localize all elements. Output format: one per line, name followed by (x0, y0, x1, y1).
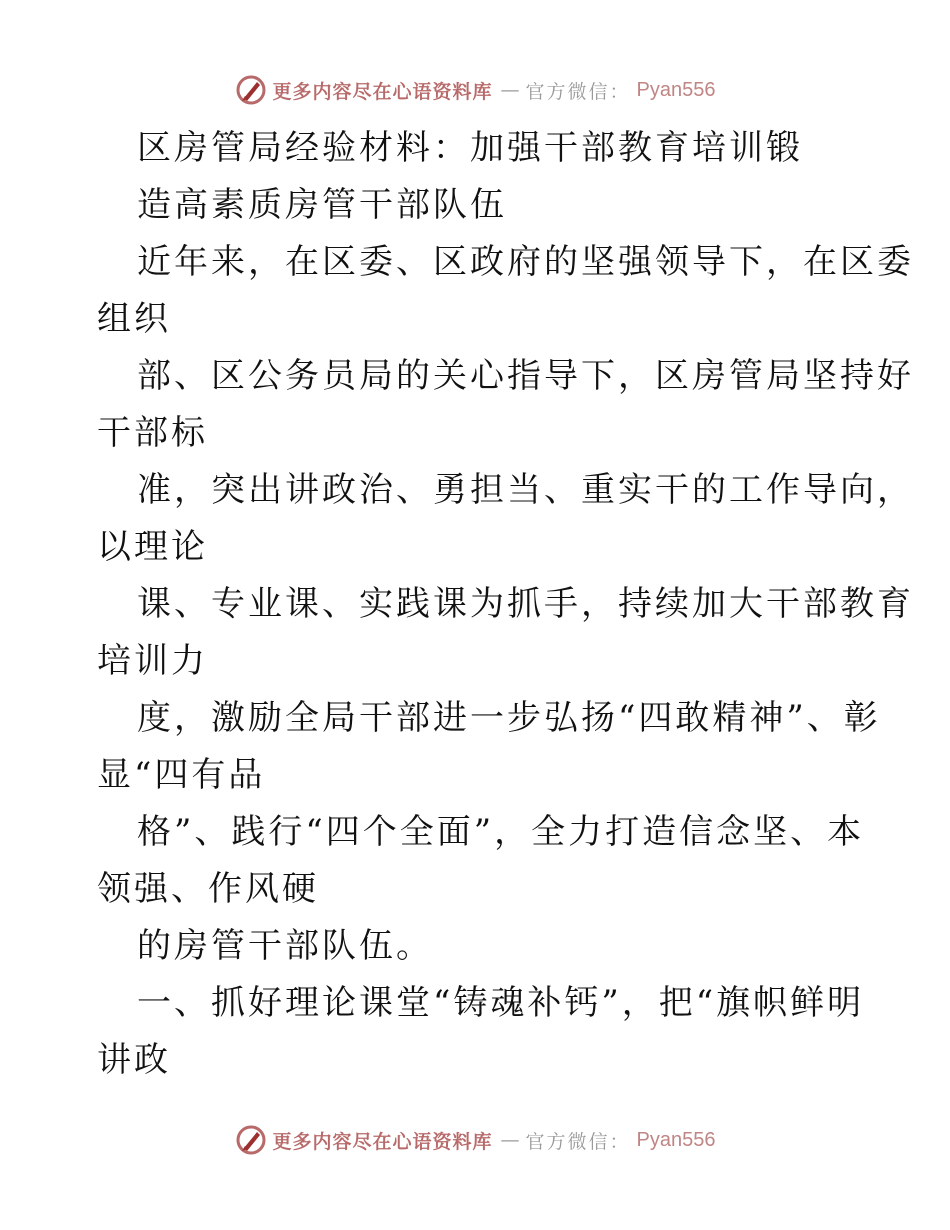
watermark-wechat-label: 官方微信： (525, 1130, 631, 1153)
watermark-wechat-label: 官方微信： (525, 80, 631, 103)
paragraph-line: 的房管干部队伍。 (137, 926, 433, 966)
paragraph-line: 显“四有品 (97, 755, 266, 795)
paragraph-line: 格”、践行“四个全面”，全力打造信念坚、本 (137, 812, 865, 852)
paragraph-line: 部、区公务员局的关心指导下，区房管局坚持好 (137, 356, 914, 396)
document-body (97, 120, 914, 1089)
paragraph-line: 课、专业课、实践课为抓手，持续加大干部教育 (137, 584, 914, 624)
header-watermark (0, 73, 950, 107)
paragraph-line: 领强、作风硬 (97, 869, 319, 909)
paragraph-line: 度，激励全局干部进一步弘扬“四敢精神”、彰 (137, 698, 881, 738)
section-heading-line: 一、抓好理论课堂“铸魂补钙”，把“旗帜鲜明 (137, 983, 865, 1023)
paragraph-line: 以理论 (97, 527, 208, 567)
watermark-wechat-id: Pyan556 (636, 1128, 716, 1151)
paragraph-line: 干部标 (97, 413, 208, 453)
footer-watermark (0, 1123, 950, 1157)
paragraph-line: 培训力 (97, 641, 208, 681)
watermark-dash: — (500, 79, 518, 101)
watermark-text: 更多内容尽在心语资料库 (272, 1130, 493, 1153)
section-heading-line: 讲政 (97, 1040, 171, 1080)
title-line-1: 区房管局经验材料：加强干部教育培训锻 (137, 128, 803, 168)
pen-logo-icon (235, 1124, 267, 1156)
watermark-dash: — (500, 1129, 518, 1151)
paragraph-line: 准，突出讲政治、勇担当、重实干的工作导向， (137, 470, 914, 510)
paragraph-line: 近年来，在区委、区政府的坚强领导下，在区委 (137, 242, 914, 282)
watermark-text: 更多内容尽在心语资料库 (272, 80, 493, 103)
paragraph-line: 组织 (97, 299, 171, 339)
title-line-2: 造高素质房管干部队伍 (137, 185, 507, 225)
watermark-wechat-id: Pyan556 (636, 78, 716, 101)
pen-logo-icon (235, 74, 267, 106)
